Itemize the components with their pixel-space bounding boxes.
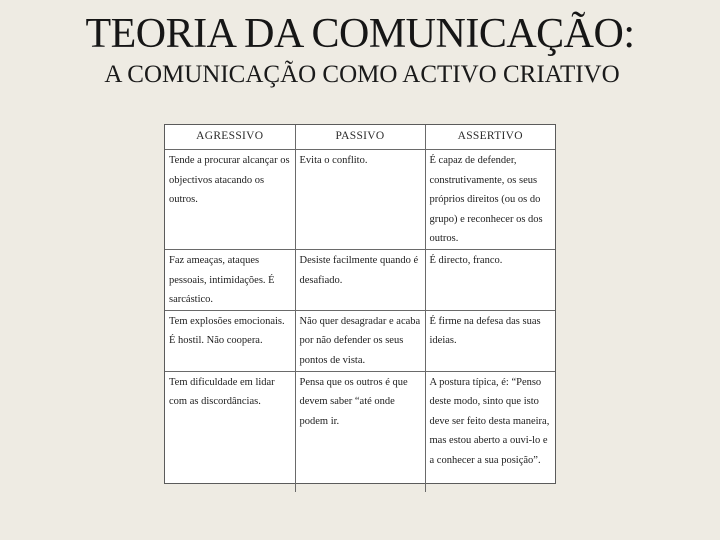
- cell-passivo: Evita o conflito.: [295, 150, 425, 250]
- cell-agressivo: Tem explosões emocionais. É hostil. Não coopera.: [165, 310, 295, 371]
- comparison-table: [164, 124, 556, 484]
- cell-assertivo: É directo, franco.: [425, 249, 555, 310]
- cell-assertivo: É capaz de defender, construtivamente, os seus próprios direitos (ou os do grupo) e reconhecer os dos outros.: [425, 150, 555, 250]
- slide-title: TEORIA DA COMUNICAÇÃO:: [85, 11, 635, 57]
- header-passivo: PASSIVO: [295, 125, 425, 150]
- cell-assertivo: A postura típica, é: “Penso deste modo, sinto que isto deve ser feito desta maneira, mas estou aberto a ouvi-lo e a conhecer a sua posição”.: [425, 371, 555, 492]
- cell-agressivo: Faz ameaças, ataques pessoais, intimidações. É sarcástico.: [165, 249, 295, 310]
- slide-subtitle: A COMUNICAÇÃO COMO ACTIVO CRIATIVO: [104, 61, 620, 88]
- table-row: [165, 249, 555, 310]
- table-row: [165, 310, 555, 371]
- cell-agressivo: Tem dificuldade em lidar com as discordâncias.: [165, 371, 295, 492]
- header-agressivo: AGRESSIVO: [165, 125, 295, 150]
- table-row: [165, 150, 555, 250]
- header-assertivo: ASSERTIVO: [425, 125, 555, 150]
- table-header-row: [165, 125, 555, 150]
- table-row: [165, 371, 555, 492]
- cell-passivo: Pensa que os outros é que devem saber “até onde podem ir.: [295, 371, 425, 492]
- cell-passivo: Desiste facilmente quando é desafiado.: [295, 249, 425, 310]
- cell-passivo: Não quer desagradar e acaba por não defender os seus pontos de vista.: [295, 310, 425, 371]
- cell-assertivo: É firme na defesa das suas ideias.: [425, 310, 555, 371]
- cell-agressivo: Tende a procurar alcançar os objectivos atacando os outros.: [165, 150, 295, 250]
